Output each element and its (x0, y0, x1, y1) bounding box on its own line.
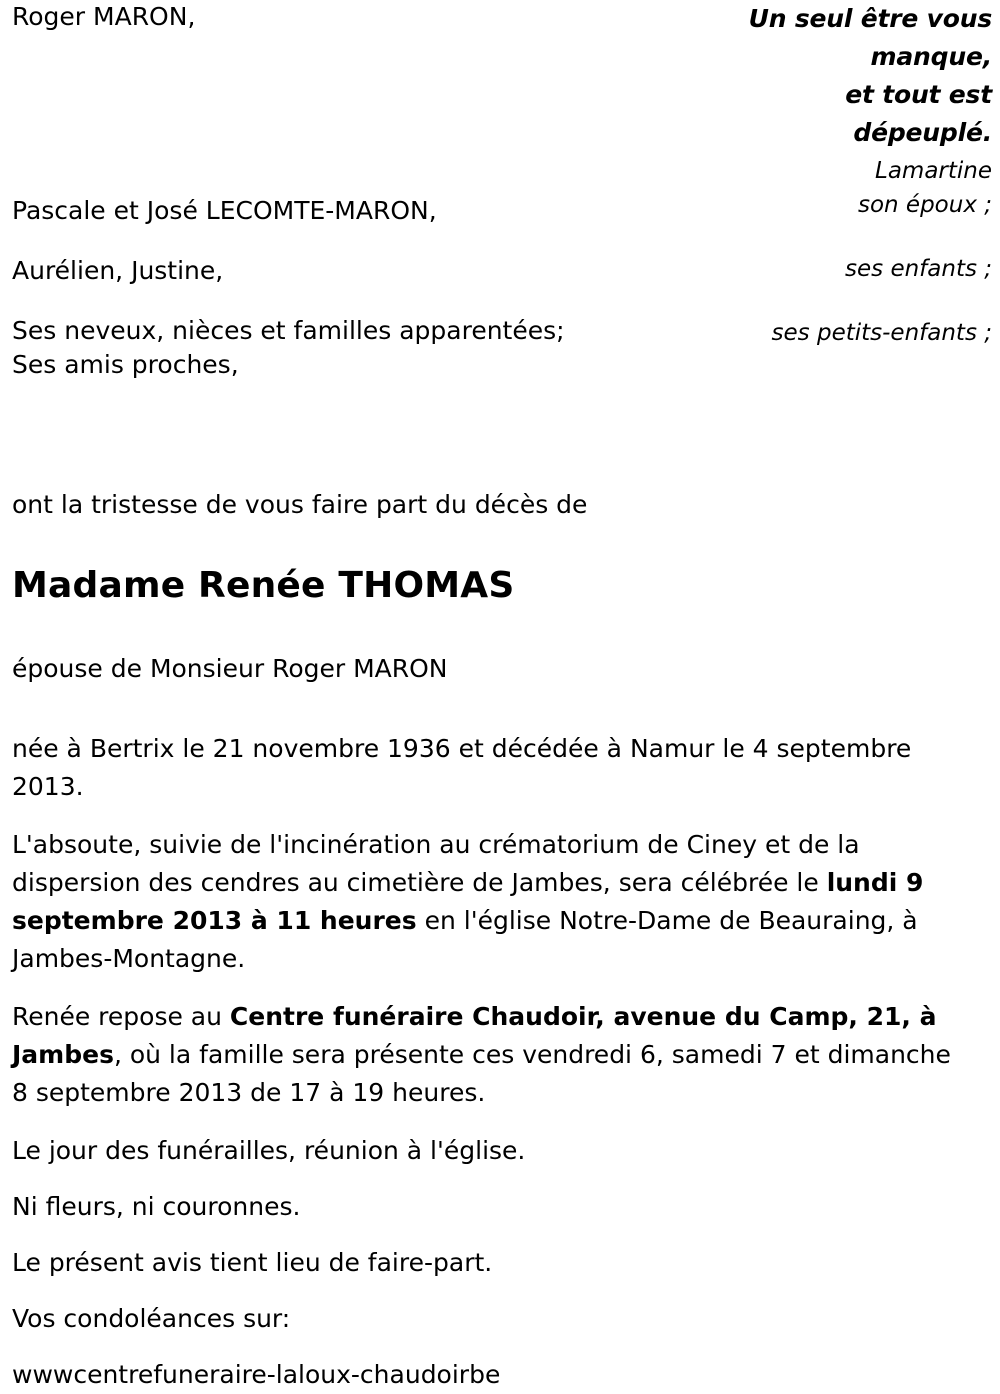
family-line-relatives: Ses neveux, nièces et familles apparentées; (12, 316, 565, 345)
quote-author: Lamartine (875, 158, 992, 184)
repose-location: Centre funéraire Chaudoir, avenue du Camp, 21, à Jambes (12, 1002, 937, 1069)
quote-line-3: et tout est (845, 80, 992, 109)
ceremony-datetime: lundi 9 septembre 2013 à 11 heures (12, 868, 924, 935)
family-line-friends: Ses amis proches, (12, 350, 239, 379)
repose-text-before: Renée repose au (12, 1002, 230, 1031)
condolences-url[interactable]: wwwcentrefuneraire-laloux-chaudoirbe (12, 1360, 501, 1389)
ceremony-text-before: L'absoute, suivie de l'incinération au crématorium de Ciney et de la dispersion des cendres au cimetière de Jambes, sera célébrée le (12, 830, 860, 897)
reunion-note: Le jour des funérailles, réunion à l'église. (12, 1136, 526, 1165)
family-line-children: Pascale et José LECOMTE-MARON, (12, 196, 437, 225)
quote-line-1: Un seul être vous (748, 4, 992, 33)
spouse-of: épouse de Monsieur Roger MARON (12, 654, 448, 683)
quote-line-4: dépeuplé. (853, 118, 992, 147)
deceased-name: Madame Renée THOMAS (12, 565, 515, 606)
repose-text-after: , où la famille sera présente ces vendredi 6, samedi 7 et dimanche 8 septembre 2013 de 17 à 19 heures. (12, 1040, 951, 1107)
family-line-husband: Roger MARON, (12, 2, 196, 31)
quote-line-2: manque, (870, 42, 992, 71)
spacer (12, 288, 632, 314)
header-area (0, 0, 1000, 480)
quote-block (632, 0, 992, 350)
family-line-grandchildren: Aurélien, Justine, (12, 256, 224, 285)
relation-children: ses enfants ; (845, 256, 992, 282)
condolences-label: Vos condoléances sur: (12, 1304, 291, 1333)
spacer (12, 228, 632, 254)
ceremony-info (12, 826, 972, 978)
ceremony-text-after: en l'église Notre-Dame de Beauraing, à Jambes-Montagne. (12, 906, 918, 973)
faire-part-note: Le présent avis tient lieu de faire-part. (12, 1248, 493, 1277)
flowers-note: Ni fleurs, ni couronnes. (12, 1192, 301, 1221)
family-list (12, 0, 632, 382)
birth-death-info: née à Bertrix le 21 novembre 1936 et décédée à Namur le 4 septembre 2013. (12, 734, 912, 801)
relation-grandchildren: ses petits-enfants ; (771, 320, 992, 346)
announcement-body (12, 488, 972, 1394)
relation-husband: son époux ; (857, 192, 992, 218)
announcement-intro: ont la tristesse de vous faire part du décès de (12, 490, 588, 519)
repose-info (12, 998, 972, 1112)
spacer (12, 34, 632, 194)
